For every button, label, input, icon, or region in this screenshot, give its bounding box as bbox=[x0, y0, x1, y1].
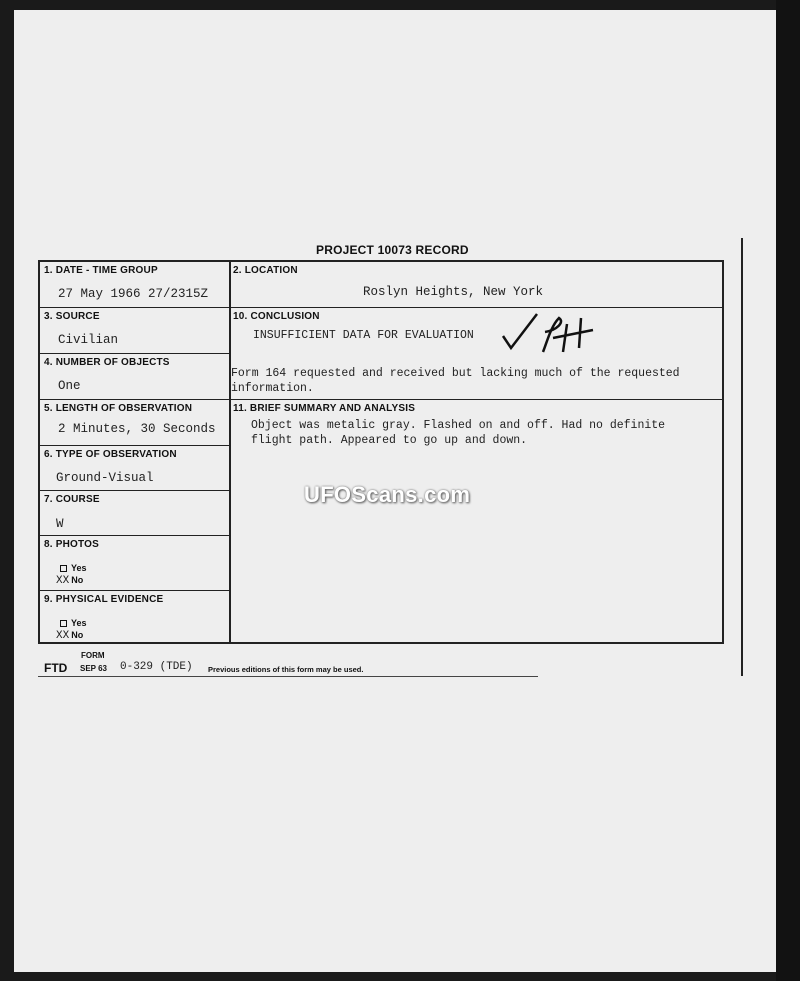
conclusion-note-continued: information. bbox=[231, 382, 314, 395]
field-summary bbox=[229, 400, 722, 642]
watermark: UFOScans.com bbox=[304, 482, 471, 507]
checkbox-icon bbox=[60, 565, 67, 572]
evidence-no-option bbox=[56, 630, 83, 642]
field-physical-evidence bbox=[40, 591, 229, 642]
form-date: SEP 63 bbox=[80, 664, 107, 673]
field-label: 9. PHYSICAL EVIDENCE bbox=[44, 594, 164, 605]
check-mark: XX bbox=[56, 575, 70, 587]
field-value: W bbox=[56, 517, 64, 531]
field-course bbox=[40, 491, 229, 536]
checkbox-icon bbox=[60, 620, 67, 627]
photos-no-option bbox=[56, 575, 83, 587]
field-value: Civilian bbox=[58, 333, 119, 347]
footer-rule bbox=[38, 676, 538, 677]
field-length-of-observation bbox=[40, 400, 229, 446]
field-value: Roslyn Heights, New York bbox=[363, 285, 544, 299]
option-label: Yes bbox=[71, 563, 87, 573]
field-label: 1. DATE - TIME GROUP bbox=[44, 265, 158, 276]
evidence-yes-option bbox=[60, 618, 87, 628]
option-label: Yes bbox=[71, 618, 87, 628]
field-value: Ground-Visual bbox=[56, 471, 154, 485]
field-label: 8. PHOTOS bbox=[44, 539, 99, 550]
field-label: 6. TYPE OF OBSERVATION bbox=[44, 449, 177, 460]
summary-line: Object was metalic gray. Flashed on and off. Had no definite bbox=[251, 419, 666, 432]
field-label: 4. NUMBER OF OBJECTS bbox=[44, 357, 170, 368]
field-label: 7. COURSE bbox=[44, 494, 100, 505]
handwritten-signature bbox=[501, 308, 601, 364]
record-title: PROJECT 10073 RECORD bbox=[316, 243, 469, 257]
option-label: No bbox=[71, 630, 84, 640]
photos-yes-option bbox=[60, 563, 87, 573]
field-value: One bbox=[58, 379, 81, 393]
form-note: Previous editions of this form may be used. bbox=[208, 665, 364, 674]
field-type-of-observation bbox=[40, 446, 229, 491]
field-label: 3. SOURCE bbox=[44, 311, 100, 322]
form-word: FORM bbox=[81, 651, 105, 660]
summary-line: flight path. Appeared to go up and down. bbox=[251, 434, 528, 447]
right-margin-line bbox=[741, 238, 743, 676]
option-label: No bbox=[71, 575, 84, 585]
left-column bbox=[40, 262, 231, 642]
conclusion-note: Form 164 requested and received but lacking much of the requested bbox=[231, 367, 680, 380]
form-prefix: FTD bbox=[44, 661, 68, 675]
field-number-of-objects bbox=[40, 354, 229, 400]
field-date-time bbox=[40, 262, 229, 308]
field-label: 5. LENGTH OF OBSERVATION bbox=[44, 403, 193, 414]
field-value: 2 Minutes, 30 Seconds bbox=[58, 422, 216, 436]
field-label: 10. CONCLUSION bbox=[233, 311, 320, 322]
field-label: 11. BRIEF SUMMARY AND ANALYSIS bbox=[233, 403, 416, 414]
check-mark: XX bbox=[56, 630, 70, 642]
field-source bbox=[40, 308, 229, 354]
form-number: 0-329 (TDE) bbox=[120, 661, 193, 673]
conclusion-value: INSUFFICIENT DATA FOR EVALUATION bbox=[253, 329, 474, 342]
field-value: 27 May 1966 27/2315Z bbox=[58, 287, 209, 301]
record-form bbox=[38, 260, 724, 644]
field-conclusion bbox=[229, 308, 722, 400]
field-label: 2. LOCATION bbox=[233, 265, 298, 276]
scan-border bbox=[776, 0, 800, 981]
field-photos bbox=[40, 536, 229, 591]
field-location bbox=[229, 262, 722, 308]
